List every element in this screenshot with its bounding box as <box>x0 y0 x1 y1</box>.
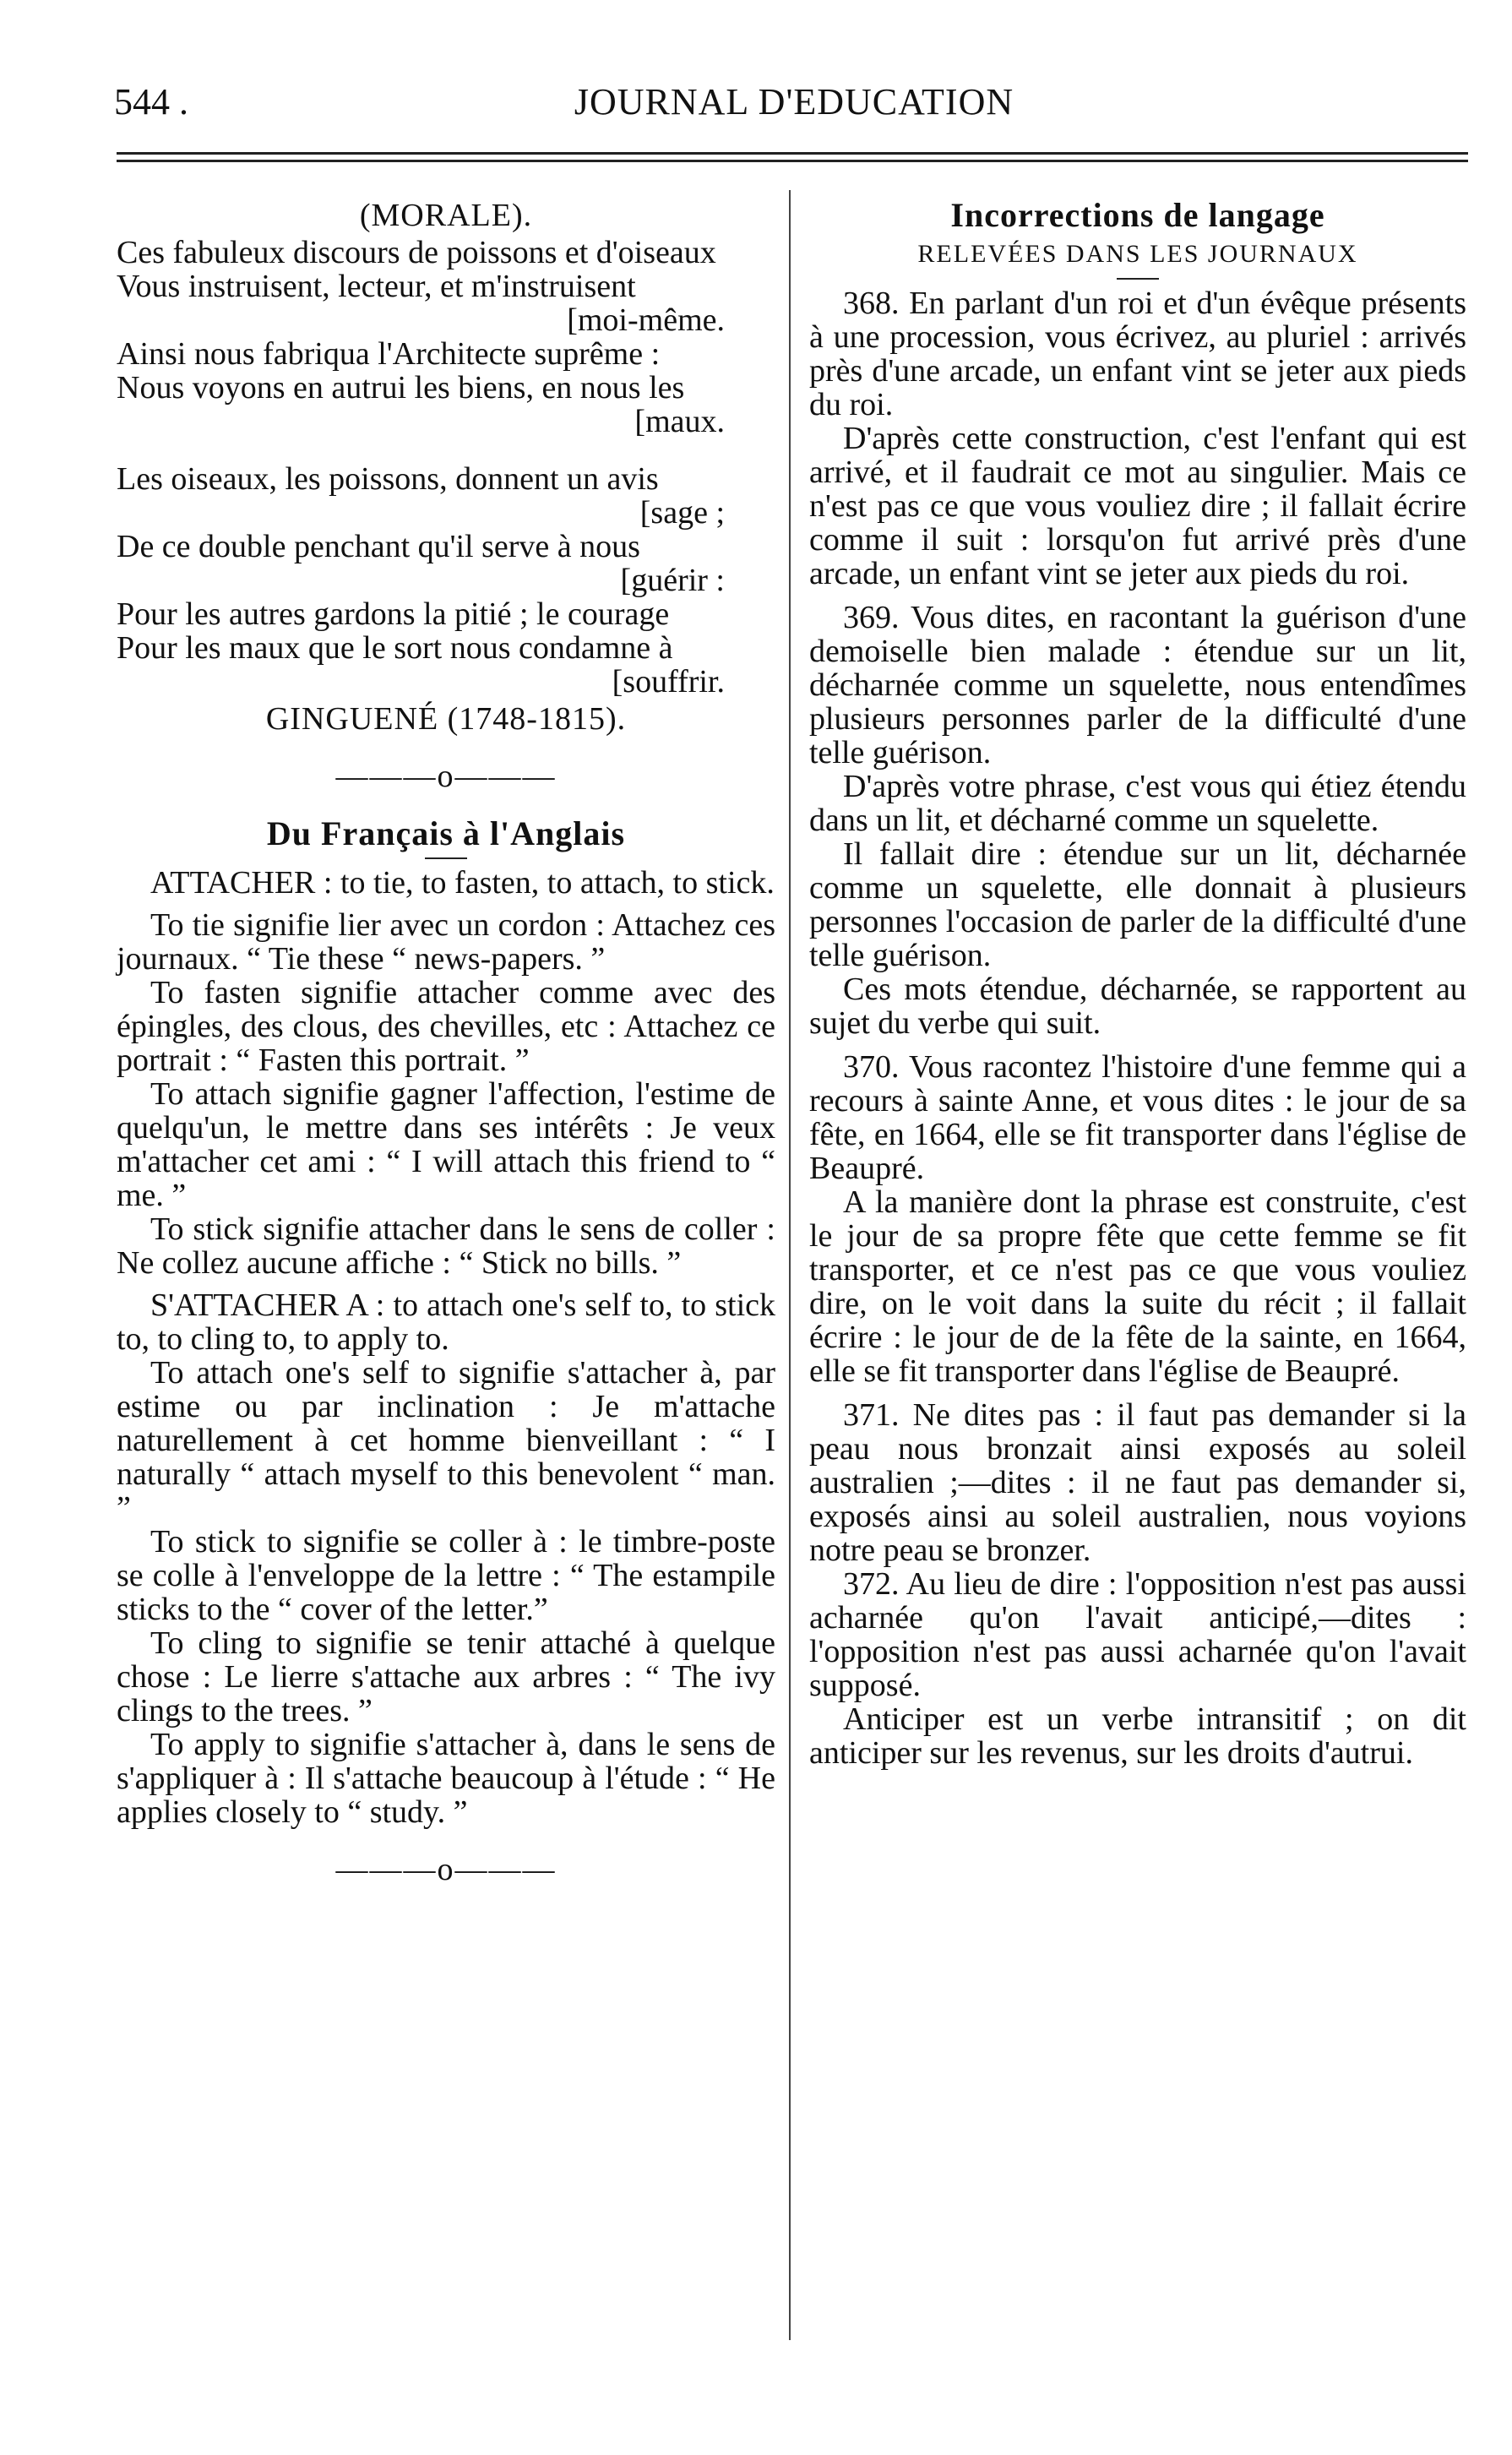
paragraph: Il fallait dire : étendue sur un lit, décharnée comme un squelette, elle donnait à plusieurs personnes l'occasion de parler de la difficulté d'une telle guérison. <box>809 836 1466 973</box>
poem-line: [guérir : <box>620 563 725 598</box>
right-column <box>809 196 1466 1771</box>
section-subtitle: RELEVÉES DANS LES JOURNAUX <box>917 240 1358 268</box>
poem-line: Nous voyons en autrui les biens, en nous les <box>117 370 685 406</box>
poem-line: Ainsi nous fabriqua l'Architecte suprême : <box>117 336 661 372</box>
page-number: 544 . <box>114 81 188 122</box>
paragraph: 370. Vous racontez l'histoire d'une femme qui a recours à sainte Anne, et vous dites : le jour de sa fête, en 1664, elle se fit transporter dans l'église de Beaupré. <box>809 1049 1466 1186</box>
paragraph: Ces mots étendue, décharnée, se rapportent au sujet du verbe qui suit. <box>809 972 1466 1041</box>
paragraph: To stick signifie attacher dans le sens de coller : Ne collez aucune affiche : “ Stick no bills. ” <box>117 1211 775 1281</box>
paragraph: To fasten signifie attacher comme avec des épingles, des clous, des chevilles, etc : Attachez ce portrait : “ Fasten this portrait. ” <box>117 975 775 1078</box>
paragraph: A la manière dont la phrase est construite, c'est le jour de sa propre fête que cette femme se fit transporter, et ce n'est pas ce que vous vouliez dire, on le voit dans la suite du récit ; il fallait écrire : le jour de de la fête de la sainte, en 1664, elle se fit transporter dans l'église de Beaupré. <box>809 1184 1466 1389</box>
poem-line: Les oiseaux, les poissons, donnent un avis <box>117 461 659 497</box>
paragraph: To apply to signifie s'attacher à, dans le sens de s'appliquer à : Il s'attache beaucoup à l'étude : “ He applies closely to “ study. ” <box>117 1727 775 1830</box>
poem-line: [moi-même. <box>567 302 725 338</box>
poem-line: Ces fabuleux discours de poissons et d'oiseaux <box>117 235 716 270</box>
paragraph: 369. Vous dites, en racontant la guérison d'une demoiselle bien malade : étendue sur un lit, décharnée comme un squelette, nous entendîmes plusieurs personnes parler de la difficulté d'une telle guérison. <box>809 600 1466 770</box>
short-rule <box>425 857 467 859</box>
poem-line: [sage ; <box>639 495 725 531</box>
left-column <box>117 199 775 1886</box>
poem-line: [maux. <box>634 404 725 439</box>
paragraph: 368. En parlant d'un roi et d'un évêque présents à une procession, vous écrivez, au pluriel : arrivés près d'une arcade, un enfant vint se jeter aux pieds du roi. <box>809 286 1466 422</box>
poem-author: GINGUENÉ (1748-1815). <box>265 701 627 737</box>
column-divider <box>789 190 791 2340</box>
paragraph: D'après cette construction, c'est l'enfant qui est arrivé, et il faudrait ce mot au singulier. Mais ce n'est pas ce que vous vouliez dire ; il fallait écrire comme il suit : lorsqu'on fut arrivé près d'une arcade, un enfant vint se jeter aux pieds du roi. <box>809 421 1466 591</box>
paragraph: To cling to signifie se tenir attaché à quelque chose : Le lierre s'attache aux arbres : “ The ivy clings to the trees. ” <box>117 1625 775 1728</box>
short-rule <box>1117 278 1159 280</box>
section-title: Du Français à l'Anglais <box>266 814 626 852</box>
poem-line: Pour les maux que le sort nous condamne à <box>117 630 673 666</box>
paragraph: 371. Ne dites pas : il faut pas demander si la peau nous bronzait ainsi exposés au soleil australien ;—dites : il ne faut pas demander si, exposés ainsi au soleil australien, nous voyions notre peau se bronzer. <box>809 1397 1466 1568</box>
end-separator: ———o——— <box>335 1852 557 1887</box>
paragraph: D'après votre phrase, c'est vous qui étiez étendu dans un lit, et décharné comme un squelette. <box>809 769 1466 838</box>
header-rule-bottom <box>117 160 1468 162</box>
paragraph: ATTACHER : to tie, to fasten, to attach, to stick. <box>150 865 775 901</box>
poem-line: De ce double penchant qu'il serve à nous <box>117 529 640 564</box>
poem-line: Pour les autres gardons la pitié ; le courage <box>117 596 670 632</box>
paragraph: To attach signifie gagner l'affection, l'estime de quelqu'un, le mettre dans ses intérêts : Je veux m'attacher cet ami : “ I will attach this friend to “ me. ” <box>117 1076 775 1213</box>
poem-stanza-1 <box>117 236 775 438</box>
poem-line: [souffrir. <box>612 664 725 699</box>
poem-heading: (MORALE). <box>359 198 533 233</box>
poem-line: Vous instruisent, lecteur, et m'instruisent <box>117 269 636 304</box>
journal-title: JOURNAL D'EDUCATION <box>574 81 1014 122</box>
paragraph: S'ATTACHER A : to attach one's self to, to stick to, to cling to, to apply to. <box>117 1287 775 1357</box>
page-header <box>114 80 1474 131</box>
paragraph: To tie signifie lier avec un cordon : Attachez ces journaux. “ Tie these “ news-papers. ” <box>117 907 775 977</box>
paragraph: Anticiper est un verbe intransitif ; on dit anticiper sur les revenus, sur les droits d'autrui. <box>809 1701 1466 1771</box>
poem-stanza-2 <box>117 462 775 699</box>
header-rule-top <box>117 152 1468 155</box>
paragraph: 372. Au lieu de dire : l'opposition n'est pas aussi acharnée qu'on l'avait anticipé,—dites : l'opposition n'est pas aussi acharnée qu'on l'avait supposé. <box>809 1566 1466 1703</box>
paragraph: To attach one's self to signifie s'attacher à, par estime ou par inclination : Je m'attache naturellement à cet homme bienveillant : “ I naturally “ attach myself to this benevolent “ man. ” <box>117 1355 775 1526</box>
section-title: Incorrections de langage <box>950 196 1325 234</box>
paragraph: To stick to signifie se coller à : le timbre-poste se colle à l'enveloppe de la lettre : “ The estampile sticks to the “ cover of the letter.” <box>117 1524 775 1627</box>
separator: ———o——— <box>335 759 557 794</box>
